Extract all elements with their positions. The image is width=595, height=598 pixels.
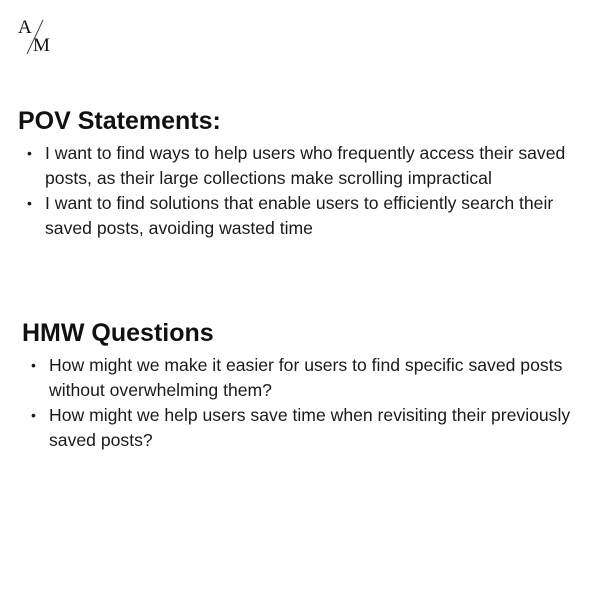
logo [17,18,57,58]
hmw-heading: HMW Questions [22,319,214,347]
pov-item-text: I want to find ways to help users who frequently access their saved posts, as their large collections make scrolling impractical [45,143,566,188]
hmw-item-text: How might we help users save time when revisiting their previously saved posts? [49,405,571,450]
bullet-icon: • [27,145,32,161]
hmw-section [22,318,582,453]
logo-letter-m: M [33,35,50,56]
bullet-icon: • [31,407,36,423]
hmw-item [22,403,582,453]
hmw-list [22,353,582,453]
bullet-icon: • [27,195,32,211]
bullet-icon: • [31,357,36,373]
hmw-item [22,353,582,403]
pov-item [18,191,578,241]
pov-item [18,141,578,191]
pov-heading: POV Statements: [18,107,221,135]
logo-letter-a: A [18,17,32,38]
pov-list [18,141,578,241]
hmw-item-text: How might we make it easier for users to find specific saved posts without overwhelming them? [49,355,563,400]
pov-section [18,106,578,241]
pov-item-text: I want to find solutions that enable users to efficiently search their saved posts, avoiding wasted time [45,193,554,238]
